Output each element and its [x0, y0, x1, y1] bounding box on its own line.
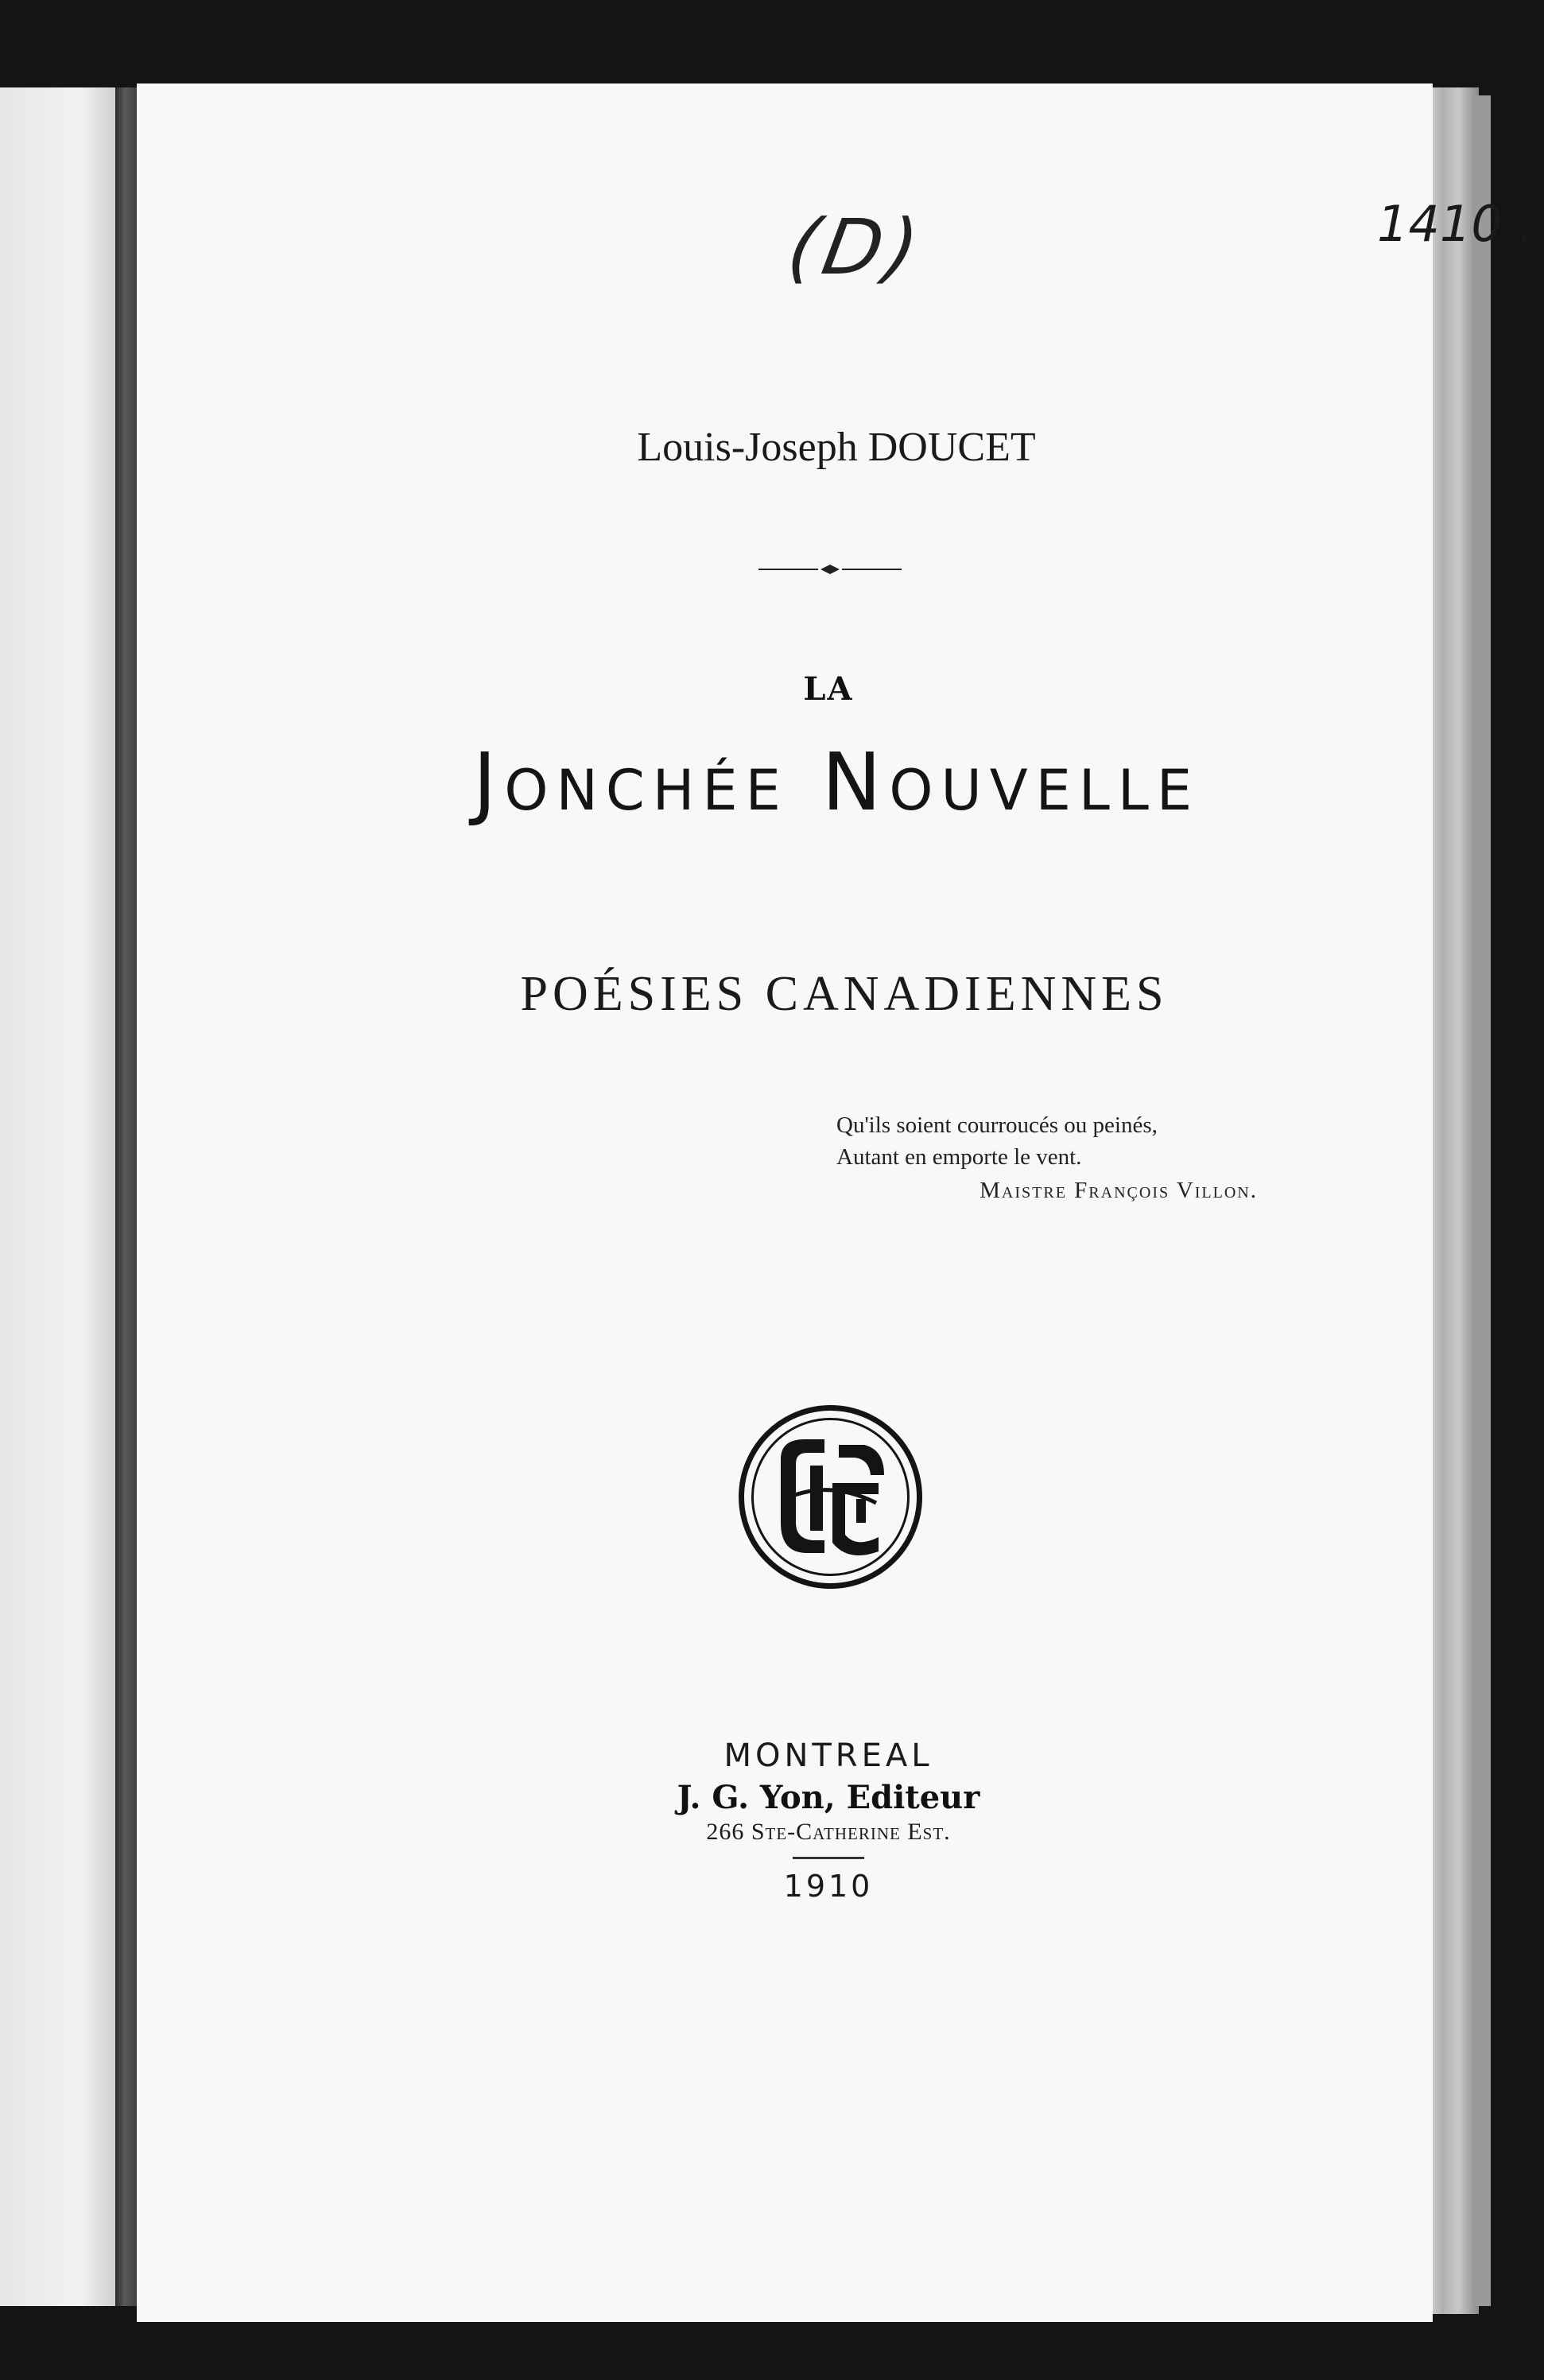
imprint-publisher: J. G. Yon, Editeur	[677, 1779, 980, 1816]
epigraph-line: Qu'ils soient courroucés ou peinés,	[836, 1112, 1158, 1138]
title-page	[137, 83, 1534, 2322]
page-stack-shadow	[1475, 95, 1491, 2306]
imprint-rule	[793, 1857, 864, 1859]
book-binding-left	[115, 87, 139, 2306]
epigraph-attribution: Maistre François Villon.	[980, 1178, 1258, 1203]
book-subtitle: POÉSIES CANADIENNES	[520, 967, 1169, 1021]
epigraph	[836, 1109, 1282, 1206]
imprint-address: 266 Ste-Catherine Est.	[706, 1819, 951, 1845]
author-name: Louis-Joseph DOUCET	[637, 425, 1036, 470]
imprint-city: MONTREAL	[724, 1737, 933, 1774]
book-title: Jonchée Nouvelle	[472, 736, 1201, 829]
call-number: 1410 .	[1377, 195, 1534, 253]
epigraph-line: Autant en emporte le vent.	[836, 1144, 1082, 1170]
handwritten-mark: (D)	[781, 203, 930, 292]
left-page-edge	[0, 87, 115, 2306]
ornament-divider	[758, 559, 902, 580]
title-article: LA	[803, 670, 854, 708]
page-stack-right	[1427, 87, 1479, 2314]
publisher-monogram-emblem	[737, 1404, 924, 1590]
imprint-year: 1910	[783, 1869, 874, 1904]
